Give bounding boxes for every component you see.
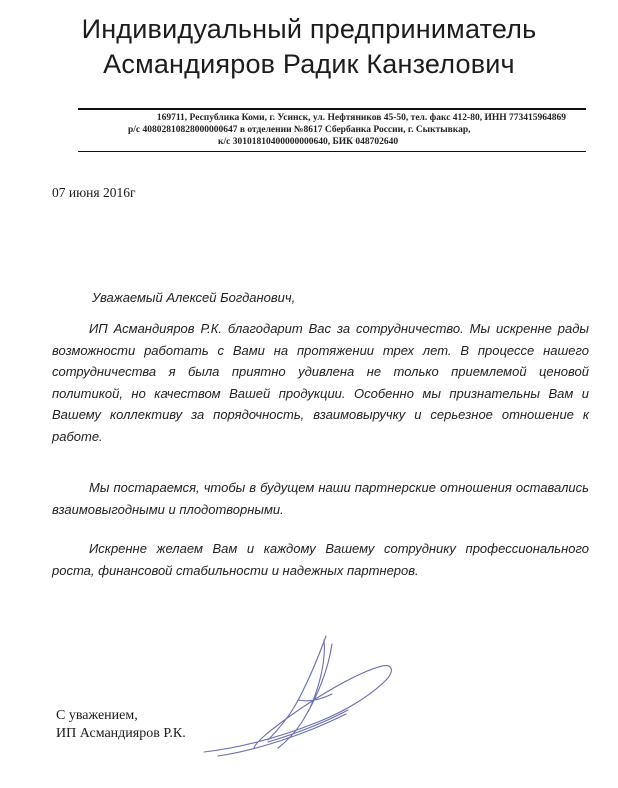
paragraph-future: Мы постараемся, чтобы в будущем наши партнерские отношения оставались взаимовыгодными и плодотворными. [52,480,589,517]
signature-image [198,630,398,762]
letterhead-bottom-rule [78,151,586,152]
requisites-line3: к/с 30101810400000000640, БИК 048702640 [218,137,399,147]
letterhead-title-line1: Индивидуальный предприниматель [81,14,537,44]
letter-date: 07 июня 2016г [52,185,136,200]
paragraph-wishes: Искренне желаем Вам и каждому Вашему сотруднику профессионального роста, финансовой стабильности и надежных партнеров. [52,541,589,578]
paragraph-gratitude: ИП Асмандияров Р.К. благодарит Вас за сотрудничество. Мы искренне рады возможности работать с Вами на протяжении трех лет. В процессе нашего сотрудничества я была приятно удивлена не только приемлемой ценовой политикой, но качеством Вашей продукции. Особенно мы признательны Вам и Вашему коллективу за порядочность, взаимовыручку и серьезное отношение к работе. [52,321,589,444]
letterhead-top-rule [78,108,586,110]
signer-name: ИП Асмандияров Р.К. [56,726,186,741]
greeting: Уважаемый Алексей Богданович, [92,290,296,305]
requisites-line2: р/с 40802810828000000647 в отделении №8617 Сбербанка России, г. Сыктывкар, [128,125,471,135]
letterhead-title-line2: Асмандияров Радик Канзелович [103,49,515,79]
requisites-line1: 169711, Республика Коми, г. Усинск, ул. Нефтяников 45-50, тел. факс 412-80, ИНН 773415964869 [156,113,566,123]
closing: С уважением, [56,708,138,723]
